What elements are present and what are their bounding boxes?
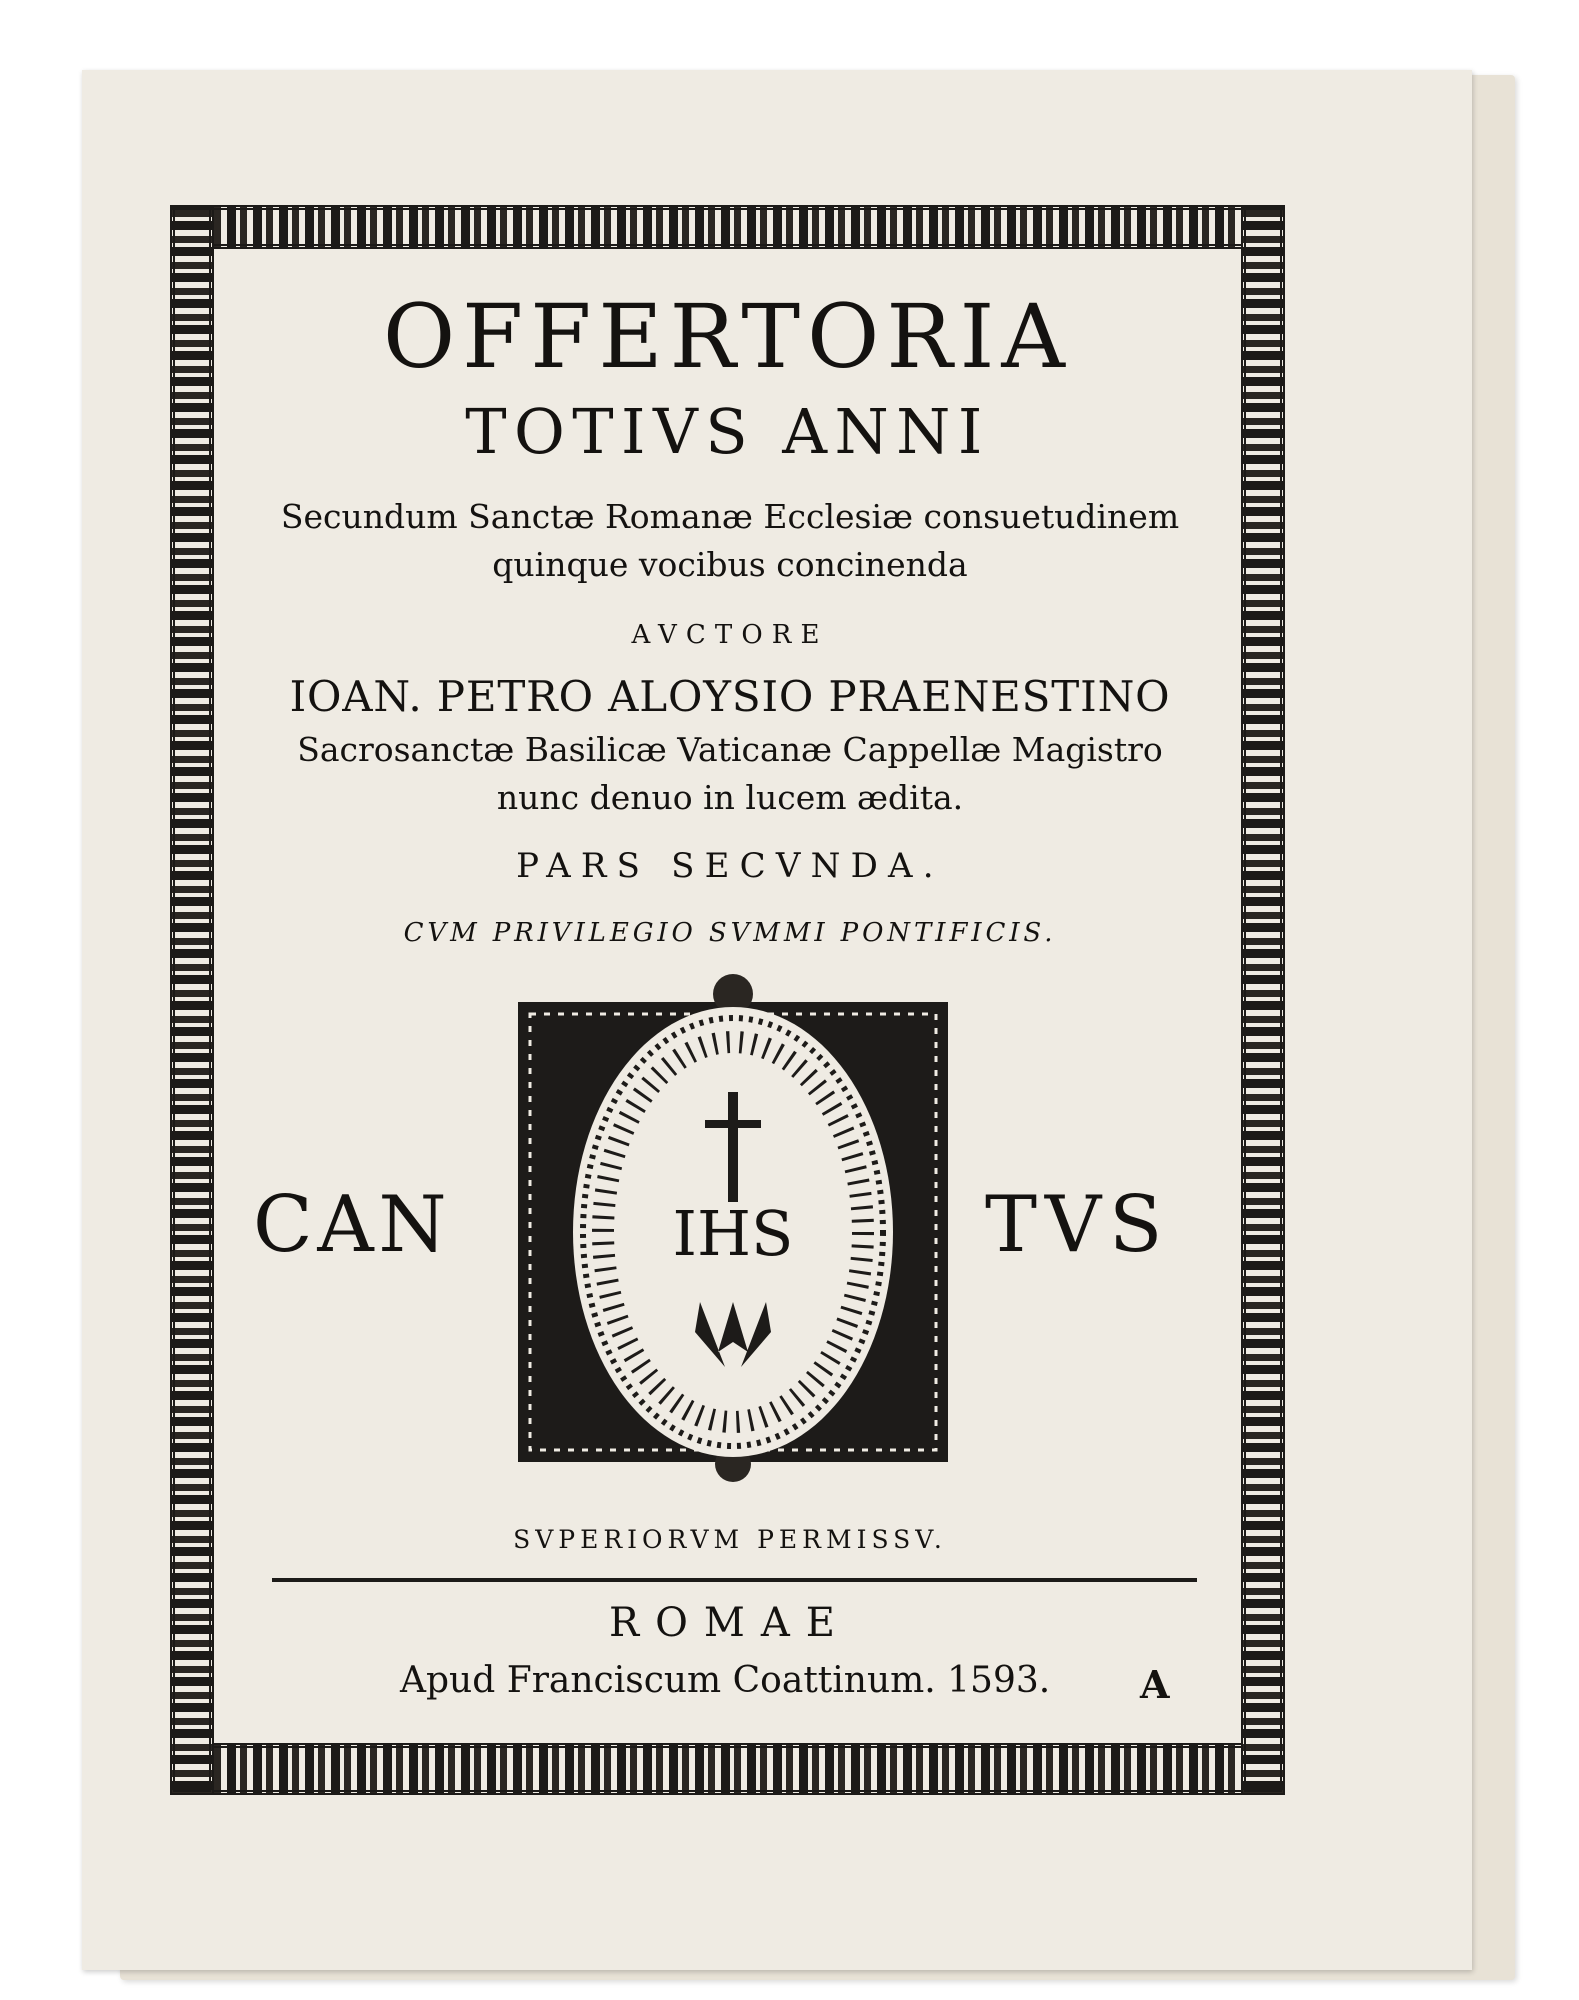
author-title-2: nunc denuo in lucem ædita.: [496, 778, 964, 817]
signature-mark: A: [1140, 1662, 1170, 1707]
auctore: AVCTORE: [631, 620, 829, 650]
printer-emblem: [500, 972, 966, 1484]
subtitle: TOTIVS ANNI: [465, 395, 990, 468]
divider-rule: [272, 1578, 1197, 1582]
border-bottom: [170, 1743, 1285, 1795]
part-label: PARS SECVNDA.: [516, 846, 944, 886]
city: ROMAE: [609, 1600, 851, 1646]
title: OFFERTORIA: [382, 285, 1073, 388]
border-top: [170, 205, 1285, 249]
author-name: IOAN. PETRO ALOYSIO PRAENESTINO: [289, 672, 1171, 721]
description-line-1: Secundum Sanctæ Romanæ Ecclesiæ consuetudinem: [280, 497, 1180, 536]
emblem-monogram: IHS: [672, 1197, 794, 1270]
description-line-2: quinque vocibus concinenda: [492, 545, 968, 584]
voice-right: TVS: [985, 1180, 1171, 1270]
permission: SVPERIORVM PERMISSV.: [513, 1525, 947, 1554]
privilege: CVM PRIVILEGIO SVMMI PONTIFICIS.: [403, 918, 1057, 948]
voice-left: CAN: [253, 1180, 452, 1270]
author-title-1: Sacrosanctæ Basilicæ Vaticanæ Cappellæ Magistro: [297, 730, 1163, 769]
imprint: Apud Franciscum Coattinum. 1593.: [400, 1660, 1051, 1701]
